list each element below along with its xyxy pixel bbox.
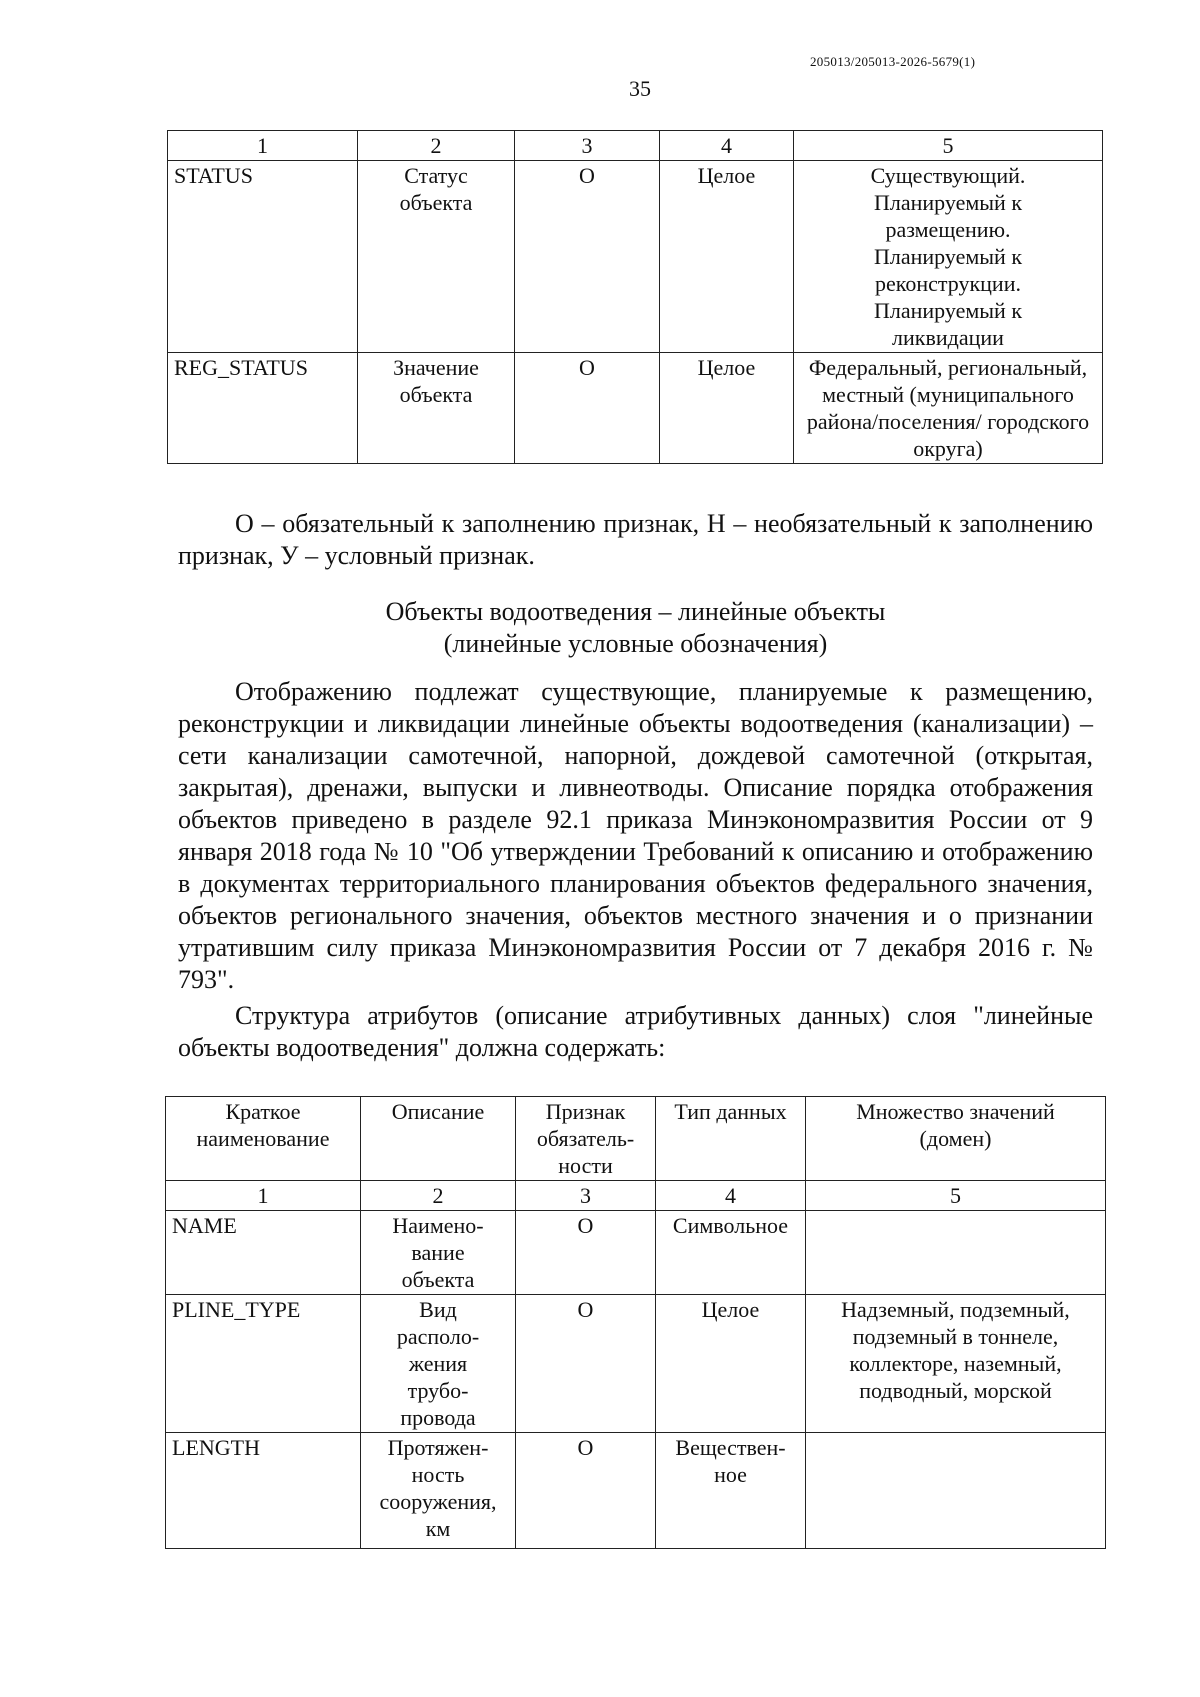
attribute-flag: О [516,1295,656,1433]
attributes-table-header [165,1096,1106,1181]
table-row [168,353,1103,464]
attribute-domain [806,1433,1106,1549]
attribute-description: Наимено-вание объекта [361,1211,516,1295]
table-row [168,161,1103,353]
column-header: Краткое наименование [166,1097,361,1181]
column-header: Тип данных [656,1097,806,1181]
attributes-table-body [165,1180,1106,1549]
attribute-description: Вид располо-жения трубо-провода [361,1295,516,1433]
column-header: Множество значений (домен) [806,1097,1106,1181]
attribute-description: Статус объекта [358,161,515,353]
attribute-flag: О [516,1433,656,1549]
attribute-name: LENGTH [166,1433,361,1549]
attribute-name: STATUS [168,161,358,353]
table-number-row [168,131,1103,161]
attribute-flag: О [515,161,660,353]
attribute-flag: О [515,353,660,464]
attribute-description: Значение объекта [358,353,515,464]
attribute-domain: Надземный, подземный, подземный в тоннеле, коллекторе, наземный, подводный, морской [806,1295,1106,1433]
attribute-name: NAME [166,1211,361,1295]
column-number: 3 [516,1181,656,1211]
column-number: 4 [656,1181,806,1211]
column-number: 4 [660,131,794,161]
attributes-table-continued [167,130,1103,464]
table-row [166,1211,1106,1295]
table-row [166,1433,1106,1549]
attribute-type: Веществен-ное [656,1433,806,1549]
attribute-flag: О [516,1211,656,1295]
table-header-row [166,1097,1106,1181]
attribute-type: Целое [660,353,794,464]
column-number: 5 [806,1181,1106,1211]
column-number: 2 [361,1181,516,1211]
column-header: Признак обязатель-ности [516,1097,656,1181]
document-id: 205013/205013-2026-5679(1) [810,54,976,69]
column-header: Описание [361,1097,516,1181]
attribute-type: Символьное [656,1211,806,1295]
attribute-type: Целое [656,1295,806,1433]
page-number: 35 [629,76,651,101]
attribute-domain: Федеральный, региональный, местный (муниципального района/поселения/ городского округа) [794,353,1103,464]
column-number: 5 [794,131,1103,161]
legend-note: О – обязательный к заполнению признак, Н – необязательный к заполнению признак, У – условный признак. [178,509,1093,570]
attribute-domain [806,1211,1106,1295]
column-number: 2 [358,131,515,161]
attribute-type: Целое [660,161,794,353]
table-row [166,1295,1106,1433]
attribute-name: PLINE_TYPE [166,1295,361,1433]
attribute-domain: Существующий. Планируемый к размещению. Планируемый к реконструкции. Планируемый к ликвидации [794,161,1103,353]
column-number: 3 [515,131,660,161]
section-subtitle: (линейные условные обозначения) [443,629,828,658]
column-number: 1 [166,1181,361,1211]
attribute-description: Протяжен-ность сооружения, км [361,1433,516,1549]
column-number: 1 [168,131,358,161]
body-paragraph: Структура атрибутов (описание атрибутивных данных) слоя "линейные объекты водоотведения" должна содержать: [178,1001,1093,1062]
table-number-row [166,1181,1106,1211]
attribute-name: REG_STATUS [168,353,358,464]
section-title: Объекты водоотведения – линейные объекты [385,597,886,626]
body-paragraph: Отображению подлежат существующие, планируемые к размещению, реконструкции и ликвидации линейные объекты водоотведения (канализации) – сети канализации самотечной, напорной, дождевой самотечной (открытая, закрытая), дренажи, выпуски и ливнеотводы. Описание порядка отображения объектов приведено в разделе 92.1 приказа Минэкономразвития России от 9 января 2018 года № 10 "Об утверждении Требований к описанию и отображению в документах территориального планирования объектов федерального значения, объектов регионального значения, объектов местного значения и о признании утратившим силу приказа Минэкономразвития России от 7 декабря 2016 г. № 793". [178,677,1093,994]
